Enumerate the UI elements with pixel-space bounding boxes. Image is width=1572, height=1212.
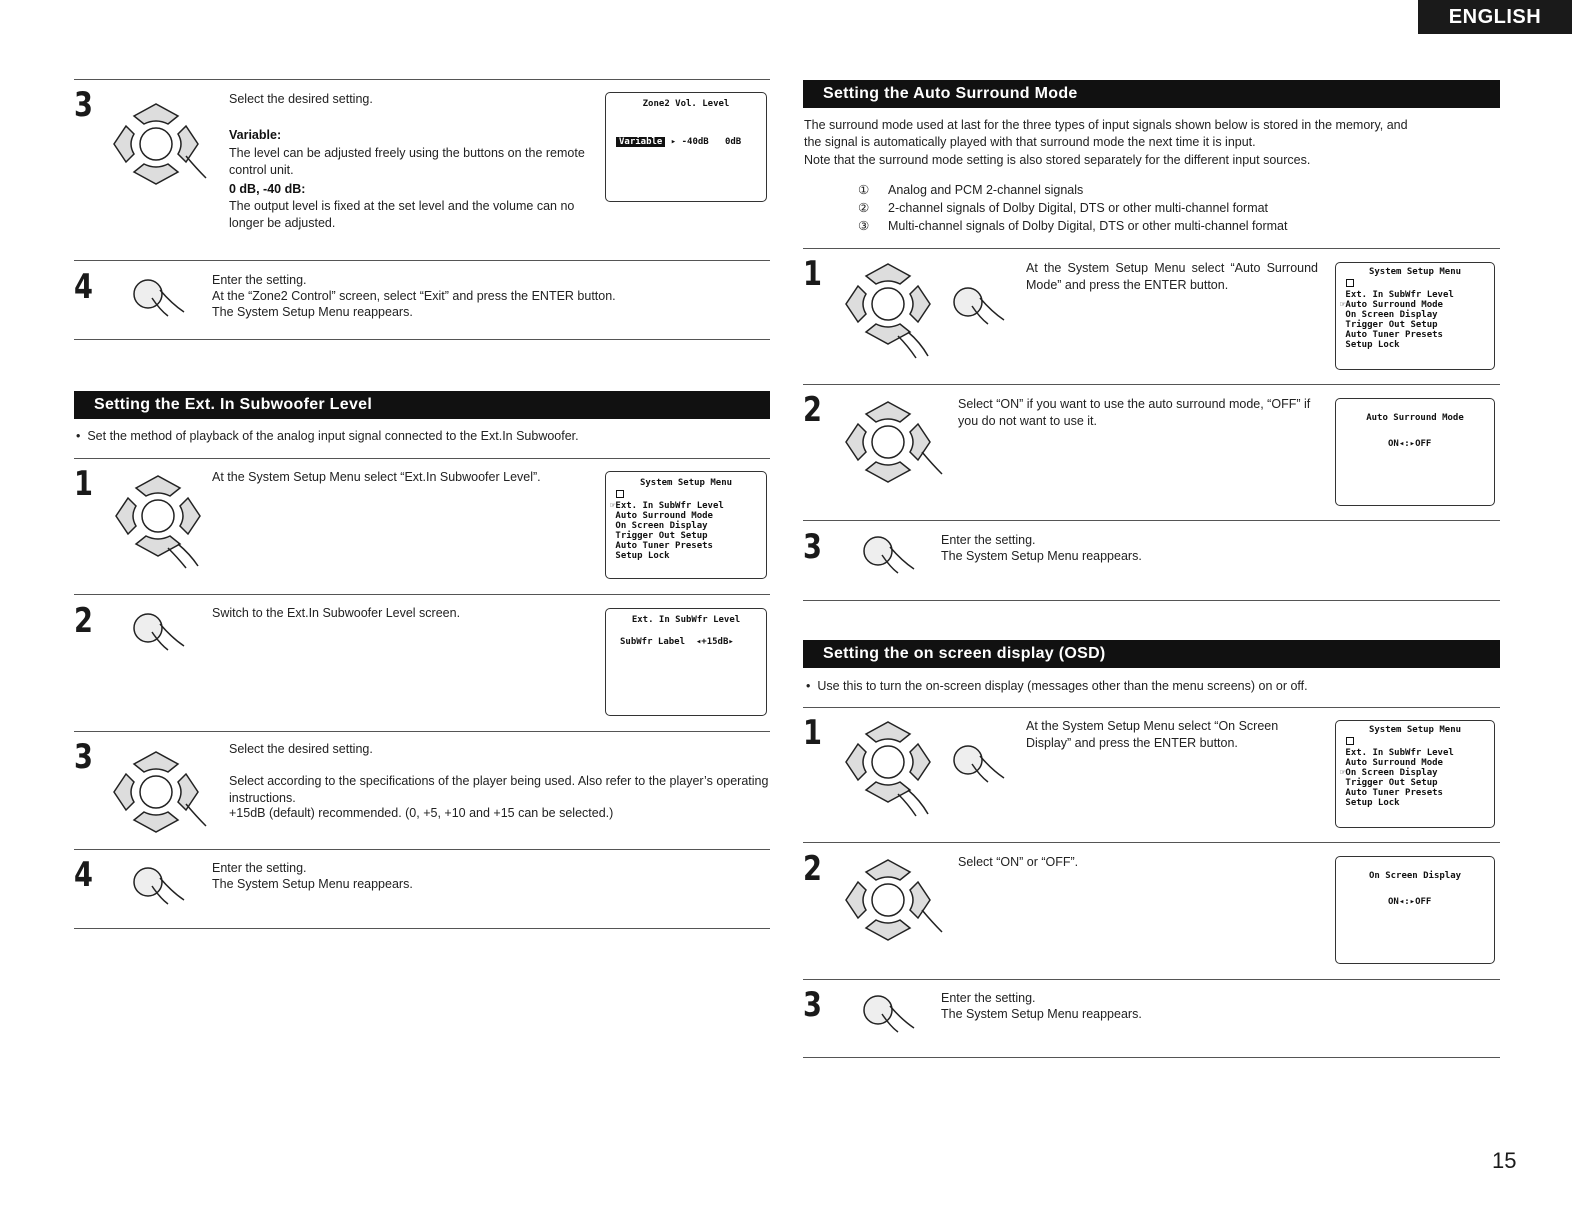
step-text-line: Enter the setting.	[212, 273, 307, 287]
step-text-line: The System Setup Menu reappears.	[941, 1007, 1142, 1021]
divider	[74, 928, 770, 929]
step-detail: Select according to the specifications of the player being used. Also refer to the player’s operating instructions.	[229, 774, 769, 805]
list-item: Multi-channel signals of Dolby Digital, DTS or other multi-channel format	[888, 219, 1288, 233]
section-title: Setting the Auto Surround Mode	[803, 80, 1500, 108]
step-text-line: Enter the setting.	[941, 991, 1036, 1005]
cursor-pad-and-enter-icon	[842, 262, 1012, 362]
step-text-line: The System Setup Menu reappears.	[212, 305, 413, 319]
list-item: 2-channel signals of Dolby Digital, DTS or other multi-channel format	[888, 201, 1269, 215]
section-title: Setting the Ext. In Subwoofer Level	[74, 391, 770, 419]
step-text: At the System Setup Menu select “On Screen Display” and press the ENTER button.	[1026, 719, 1279, 750]
osd-screen: On Screen Display ON◂:▸OFF	[1335, 856, 1495, 964]
divider	[74, 594, 770, 595]
step-number: 4	[74, 855, 93, 895]
divider	[803, 707, 1500, 708]
section-intro: • Set the method of playback of the analog input signal connected to the Ext.In Subwoofer.	[76, 429, 579, 443]
step-number: 1	[74, 464, 93, 504]
osd-screen: Ext. In SubWfr Level SubWfr Label ◂+15dB▸	[605, 608, 767, 716]
divider	[803, 248, 1500, 249]
divider	[803, 600, 1500, 601]
step-text-line: The System Setup Menu reappears.	[212, 877, 413, 891]
step-number: 2	[803, 849, 822, 889]
divider	[74, 458, 770, 459]
enter-button-icon	[130, 278, 190, 324]
divider	[74, 339, 770, 340]
step-text: At the System Setup Menu select “Ext.In Subwoofer Level”.	[212, 470, 541, 484]
step-number: 3	[803, 985, 822, 1025]
step-text: At the System Setup Menu select “Auto Surround Mode” and press the ENTER button.	[1026, 261, 1318, 292]
step-text-line: Enter the setting.	[941, 533, 1036, 547]
list-item: Analog and PCM 2-channel signals	[888, 183, 1084, 197]
divider	[74, 260, 770, 261]
osd-screen: System Setup Menu Ext. In SubWfr Level Auto Surround Mode ☞On Screen Display Trigger Out Setup Auto Tuner Presets Setup Lock	[1335, 720, 1495, 828]
step-text-line: Enter the setting.	[212, 861, 307, 875]
cursor-pad-icon	[108, 748, 204, 838]
osd-screen: System Setup Menu ☞Ext. In SubWfr Level Auto Surround Mode On Screen Display Trigger Out Setup Auto Tuner Presets Setup Lock	[605, 471, 767, 579]
cursor-pad-icon	[112, 474, 208, 570]
step-text: Switch to the Ext.In Subwoofer Level screen.	[212, 606, 461, 620]
step-number: 1	[803, 713, 822, 753]
divider	[803, 384, 1500, 385]
cursor-pad-icon	[108, 100, 204, 190]
step-number: 3	[74, 737, 93, 777]
step-text: Select the desired setting.	[229, 742, 373, 756]
section-intro: • Use this to turn the on-screen display (messages other than the menu screens) on or off.	[806, 679, 1308, 693]
fixed-text: The output level is fixed at the set level and the volume can no longer be adjusted.	[229, 199, 575, 230]
step-text-line: The System Setup Menu reappears.	[941, 549, 1142, 563]
osd-screen: Auto Surround Mode ON◂:▸OFF	[1335, 398, 1495, 506]
divider	[803, 520, 1500, 521]
divider	[803, 1057, 1500, 1058]
divider	[74, 79, 770, 80]
osd-screen: Zone2 Vol. Level Variable ▸ -40dB 0dB	[605, 92, 767, 202]
section-intro-line: the signal is automatically played with that surround mode the next time it is input.	[804, 135, 1256, 149]
divider	[803, 979, 1500, 980]
page-number: 15	[1492, 1148, 1517, 1173]
step-number: 3	[803, 527, 822, 567]
list-marker: ①	[858, 183, 870, 197]
step-number: 1	[803, 254, 822, 294]
enter-button-icon	[130, 612, 190, 660]
step-number: 4	[74, 267, 93, 307]
step-text-line: At the “Zone2 Control” screen, select “Exit” and press the ENTER button.	[212, 289, 616, 303]
enter-button-icon	[130, 866, 190, 914]
cursor-pad-icon	[842, 858, 942, 948]
divider	[74, 849, 770, 850]
step-text: Select “ON” or “OFF”.	[958, 855, 1079, 869]
section-title: Setting the on screen display (OSD)	[803, 640, 1500, 668]
step-text: Select the desired setting.	[229, 92, 373, 106]
enter-button-icon	[860, 535, 920, 583]
osd-screen: System Setup Menu Ext. In SubWfr Level ☞Auto Surround Mode On Screen Display Trigger Out Setup Auto Tuner Presets Setup Lock	[1335, 262, 1495, 370]
variable-text: The level can be adjusted freely using the buttons on the remote control unit.	[229, 146, 585, 177]
language-tab: ENGLISH	[1418, 0, 1572, 34]
step-number: 2	[803, 390, 822, 430]
enter-button-icon	[860, 994, 920, 1042]
divider	[74, 731, 770, 732]
fixed-label: 0 dB, -40 dB:	[229, 182, 306, 196]
step-number: 3	[74, 85, 93, 125]
divider	[803, 842, 1500, 843]
section-intro-line: The surround mode used at last for the three types of input signals shown below is stored in the memory, and	[804, 118, 1408, 132]
section-intro-line: Note that the surround mode setting is also stored separately for the different input sources.	[804, 153, 1311, 167]
list-marker: ③	[858, 219, 870, 233]
step-note: +15dB (default) recommended. (0, +5, +10 and +15 can be selected.)	[229, 806, 614, 820]
step-number: 2	[74, 601, 93, 641]
cursor-pad-icon	[842, 400, 942, 490]
step-text: Select “ON” if you want to use the auto surround mode, “OFF” if you do not want to use it.	[958, 397, 1311, 428]
cursor-pad-and-enter-icon	[842, 720, 1012, 820]
list-marker: ②	[858, 201, 870, 215]
variable-label: Variable:	[229, 128, 282, 142]
